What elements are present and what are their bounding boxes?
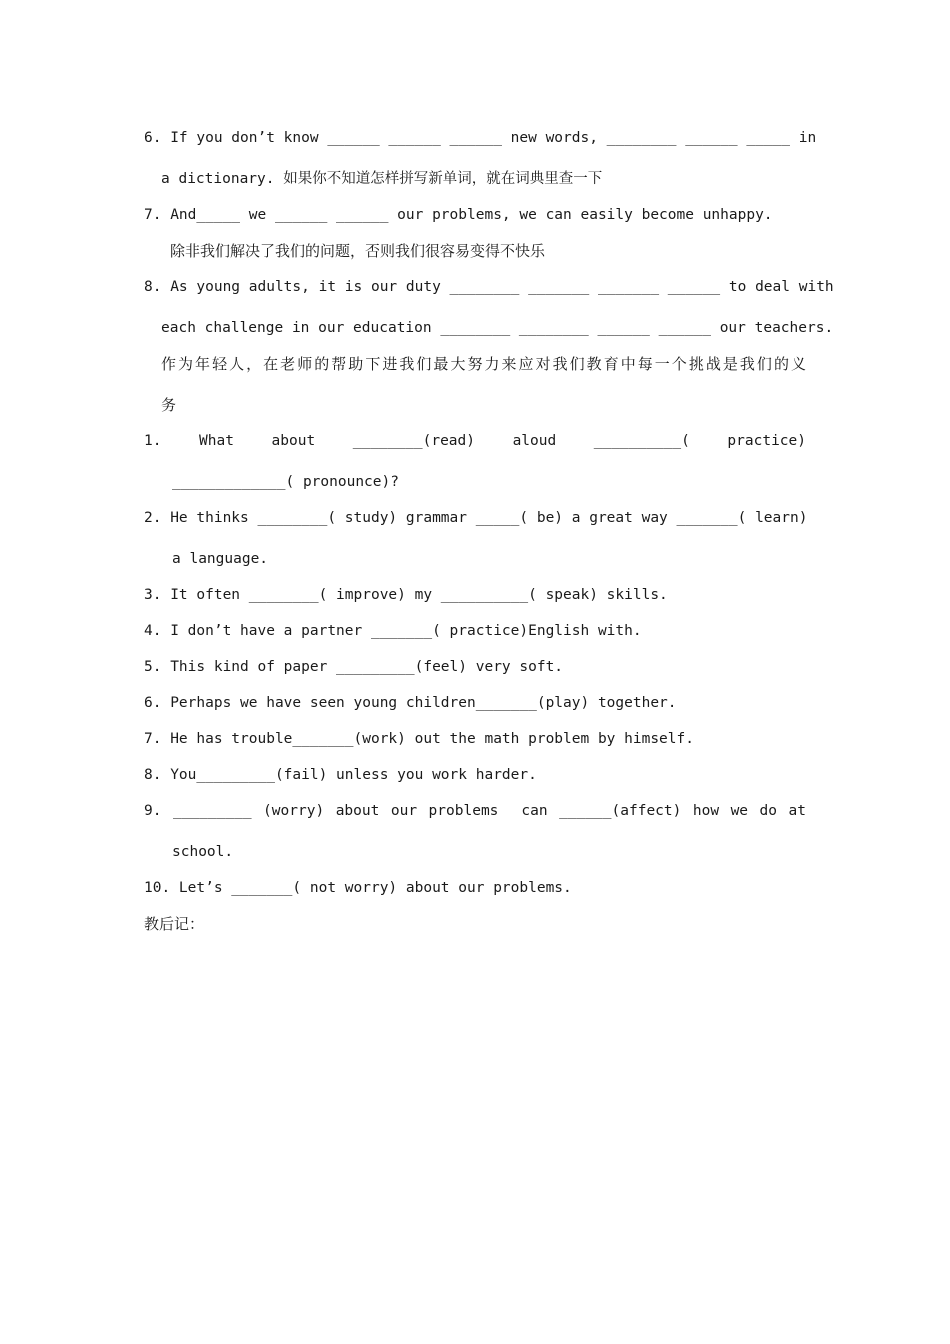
exercise-3: 3. It often ________( improve) my __________( speak) skills.: [144, 587, 668, 603]
exercise-1-line-1: 1. What about ________(read) aloud __________( practice): [144, 433, 806, 449]
exercise-2-line-1: 2. He thinks ________( study) grammar _____( be) a great way _______( learn): [144, 510, 808, 526]
item-7-translation: 除非我们解决了我们的问题，否则我们很容易变得不快乐: [170, 242, 546, 260]
item-8-line-2: each challenge in our education ________ ________ ______ ______ our teachers.: [161, 320, 834, 336]
item-8-translation: 作为年轻人，在老师的帮助下进我们最大努力来应对我们教育中每一个挑战是我们的义: [161, 355, 806, 373]
exercise-6: 6. Perhaps we have seen young children_______(play) together.: [144, 695, 677, 711]
exercise-8: 8. You_________(fail) unless you work harder.: [144, 767, 537, 783]
item-8-translation-end: 务: [161, 396, 177, 414]
afterword-label: 教后记：: [144, 915, 205, 933]
exercise-5: 5. This kind of paper _________(feel) very soft.: [144, 659, 564, 675]
exercise-10: 10. Let’s _______( not worry) about our problems.: [144, 880, 572, 896]
exercise-9-line-1: 9. _________ (worry) about our problems can ______(affect) how we do at: [144, 803, 806, 819]
exercise-1-line-2: _____________( pronounce)?: [172, 474, 399, 490]
item-8-line-1: 8. As young adults, it is our duty ________ _______ _______ ______ to deal with: [144, 279, 834, 295]
exercise-7: 7. He has trouble_______(work) out the math problem by himself.: [144, 731, 694, 747]
item-7-line-1: 7. And_____ we ______ ______ our problems, we can easily become unhappy.: [144, 207, 773, 223]
exercise-4: 4. I don’t have a partner _______( practice)English with.: [144, 623, 642, 639]
exercise-2-line-2: a language.: [172, 551, 269, 567]
item-6-line-2: a dictionary. 如果你不知道怎样拼写新单词，就在词典里查一下: [161, 171, 603, 187]
item-6-line-1: 6. If you don’t know ______ ______ ______ new words, ________ ______ _____ in: [144, 130, 817, 146]
exercise-9-line-2: school.: [172, 844, 234, 860]
